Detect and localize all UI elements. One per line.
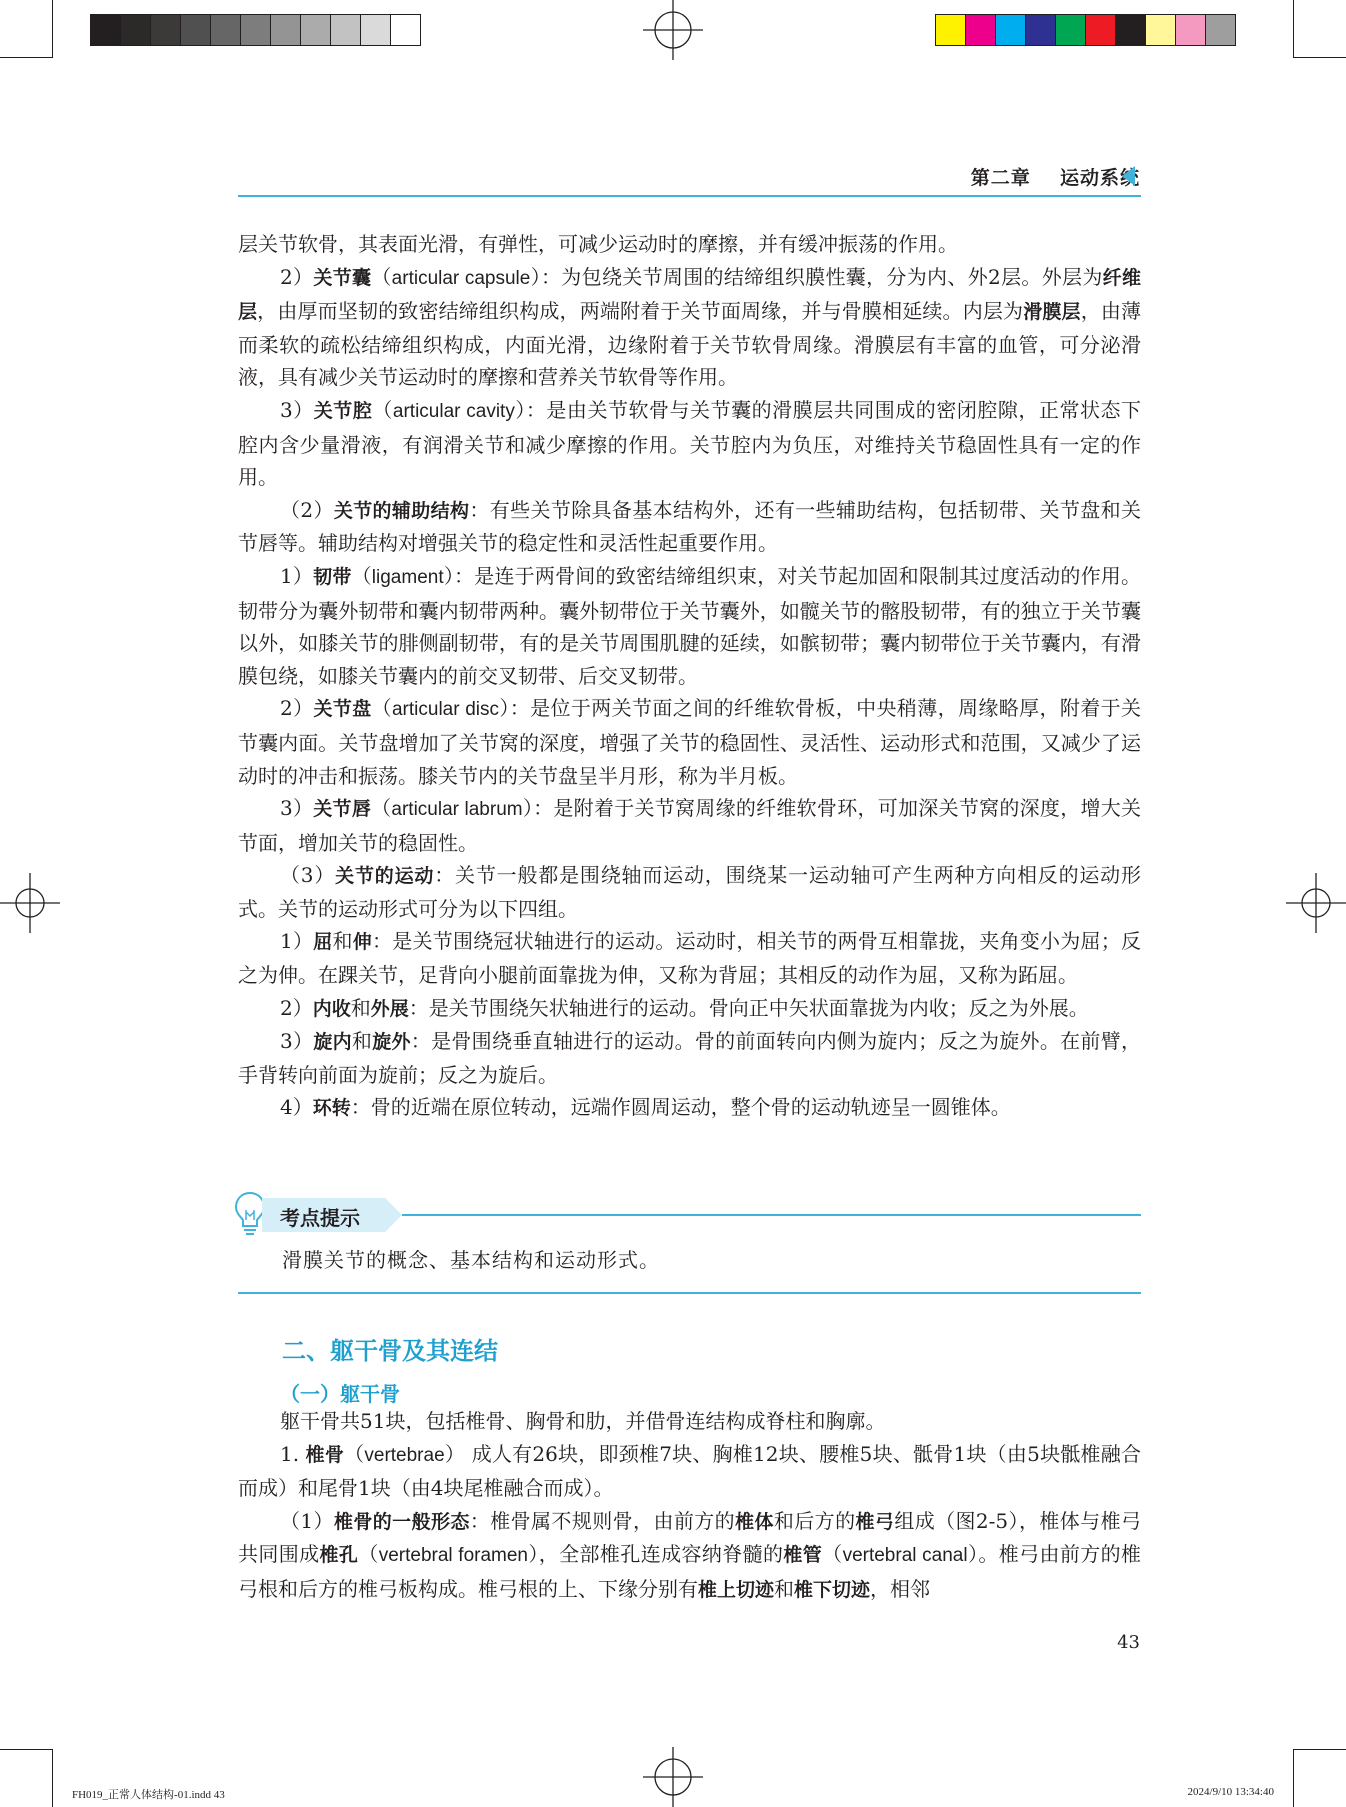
text-run: 1） <box>280 929 314 954</box>
color-swatch <box>996 15 1026 45</box>
bold-term: 椎弓 <box>855 1510 895 1533</box>
page-number: 43 <box>1117 1632 1140 1653</box>
color-swatch <box>1026 15 1056 45</box>
bold-term: 关节的辅助结构 <box>333 499 470 522</box>
text-run: ）：是由关节软骨与关节囊的滑膜层共同围成的密闭腔隙，正常状态下腔内含少量滑液，有润滑关节和减少摩擦的作用。关节腔内为负压，对维持关节稳固性具有一定的作用。 <box>238 397 1142 490</box>
crop-mark <box>52 0 53 58</box>
text-run: ）：是位于两关节面之间的纤维软骨板，中央稍薄，周缘略厚，附着于关节囊内面。关节盘增加了关节窝的深度，增强了关节的稳固性、灵活性、运动形式和范围，又减少了运动时的冲击和振荡。膝关节内的关节盘呈半月形，称为半月板。 <box>238 696 1141 788</box>
crop-mark <box>1293 0 1294 58</box>
text-run: ：是骨围绕垂直轴进行的运动。骨的前面转向内侧为旋内；反之为旋外。在前臂，手背转向前面为旋前；反之为旋后。 <box>238 1029 1141 1087</box>
text-run: vertebral foramen <box>378 1545 529 1567</box>
text-run: 躯干骨共51块，包括椎骨、胸骨和肋，并借骨连结构成脊柱和胸廓。 <box>280 1409 886 1433</box>
bold-term: 韧带 <box>313 565 352 588</box>
text-run: （ <box>372 397 393 422</box>
text-run: 和 <box>332 929 353 954</box>
color-swatch <box>331 15 361 45</box>
text-run: 1. <box>280 1441 306 1466</box>
crop-mark <box>1294 57 1346 58</box>
color-calibration-bar <box>935 14 1236 46</box>
text-run: 2） <box>280 995 313 1020</box>
section-heading: 二、躯干骨及其连结 <box>282 1337 498 1365</box>
text-run: ：是关节围绕矢状轴进行的运动。骨向正中矢状面靠拢为内收；反之为外展。 <box>408 995 1089 1020</box>
text-run: （ <box>822 1542 843 1567</box>
paragraph <box>238 1438 1141 1505</box>
subsection-heading: （一）躯干骨 <box>280 1382 400 1406</box>
paragraph <box>238 992 1141 1026</box>
bold-term: 环转 <box>312 1097 351 1120</box>
text-run: 和 <box>351 1029 373 1054</box>
color-swatch <box>1146 15 1176 45</box>
text-run: 3） <box>280 796 314 821</box>
bold-term: 伸 <box>352 931 372 954</box>
text-run: ，相邻 <box>870 1576 931 1601</box>
bold-term: 外展 <box>370 997 409 1020</box>
tip-body: 滑膜关节的概念、基本结构和运动形式。 <box>282 1248 660 1272</box>
header-arrow-icon <box>1122 166 1135 186</box>
text-run: ：椎骨属不规则骨，由前方的 <box>469 1508 736 1533</box>
paragraph <box>238 1025 1141 1091</box>
paragraph <box>238 692 1141 792</box>
color-swatch <box>91 15 121 45</box>
bold-term: 关节盘 <box>313 698 372 721</box>
text-run: ：是关节围绕冠状轴进行的运动。运动时，相关节的两骨互相靠拢，夹角变小为屈；反之为伸。在踝关节，足背向小腿前面靠拢为伸，又称为背屈；其相反的动作为屈，又称为跖屈。 <box>238 929 1141 988</box>
color-swatch <box>241 15 271 45</box>
color-swatch <box>181 15 211 45</box>
bold-term: 内收 <box>312 997 351 1020</box>
text-run: ）：是连于两骨间的致密结缔组织束，对关节起加固和限制其过度活动的作用。韧带分为囊外韧带和囊内韧带两种。囊外韧带位于关节囊外，如髋关节的髂股韧带，有的独立于关节囊以外，如膝关节的腓侧副韧带，有的是关节周围肌腱的延续，如髌韧带；囊内韧带位于关节囊内，有滑膜包绕，如膝关节囊内的前交叉韧带、后交叉韧带。 <box>238 563 1141 688</box>
bold-term: 椎骨 <box>305 1443 345 1466</box>
text-run: articular disc <box>391 699 500 721</box>
color-swatch <box>391 15 420 45</box>
text-run: 2） <box>280 696 314 721</box>
text-run: 1） <box>280 563 314 588</box>
color-swatch <box>1086 15 1116 45</box>
bold-term: 椎上切迹 <box>698 1578 775 1601</box>
registration-mark-icon <box>643 1747 703 1807</box>
header-rule <box>238 195 1141 197</box>
bold-term: 关节的运动 <box>335 865 435 888</box>
text-run: ，由薄而柔软的疏松结缔组织构成，内面光滑，边缘附着于关节软骨周缘。滑膜层有丰富的血管，可分泌滑液，具有减少关节运动时的摩擦和营养关节软骨等作用。 <box>238 299 1142 390</box>
paragraph <box>238 228 1141 261</box>
text-run: 2） <box>280 264 314 289</box>
color-swatch <box>1176 15 1206 45</box>
text-run: ：有些关节除具备基本结构外，还有一些辅助结构，包括韧带、关节盘和关节唇等。辅助结构对增强关节的稳定性和灵活性起重要作用。 <box>238 497 1141 556</box>
text-run: ，由厚而坚韧的致密结缔组织构成，两端附着于关节面周缘，并与骨膜相延续。内层为 <box>257 299 1024 324</box>
paragraph <box>238 859 1141 925</box>
body-text-section <box>238 1405 1141 1607</box>
tip-label: 考点提示 <box>280 1206 360 1230</box>
text-run: ：骨的近端在原位转动，远端作圆周运动，整个骨的运动轨迹呈一圆锥体。 <box>350 1095 1011 1120</box>
text-run: articular labrum <box>391 799 523 821</box>
text-run: 和后方的 <box>773 1508 856 1533</box>
bold-term: 关节囊 <box>313 266 372 289</box>
registration-mark-icon <box>1286 873 1346 933</box>
text-run: （ <box>371 796 392 821</box>
bold-term: 旋外 <box>372 1031 411 1054</box>
tip-bottom-rule <box>238 1292 1141 1294</box>
paragraph <box>238 494 1141 560</box>
bold-term: 椎体 <box>735 1510 774 1533</box>
crop-mark <box>1293 1749 1294 1807</box>
color-swatch <box>936 15 966 45</box>
crop-mark <box>52 1749 53 1807</box>
color-swatch <box>361 15 391 45</box>
slug-left: FH019_正常人体结构-01.indd 43 <box>72 1789 225 1801</box>
bold-term: 椎骨的一般形态 <box>333 1510 470 1533</box>
color-swatch <box>1116 15 1146 45</box>
text-run: 和 <box>774 1576 795 1601</box>
text-run: （ <box>358 1542 379 1567</box>
chapter-title: 运动系统 <box>1059 167 1140 189</box>
lightbulb-icon <box>233 1190 267 1238</box>
bold-term: 纤维层 <box>238 266 1141 324</box>
text-run: （ <box>371 264 392 289</box>
color-swatch <box>301 15 331 45</box>
text-run: ligament <box>371 566 444 588</box>
color-swatch <box>211 15 241 45</box>
text-run: 和 <box>350 995 371 1020</box>
text-run: （2） <box>280 497 334 522</box>
color-swatch <box>1206 15 1235 45</box>
text-run: （ <box>351 563 372 588</box>
text-run: ） 成人有26块，即颈椎7块、胸椎12块、腰椎5块、骶骨1块（由5块骶椎融合而成）和尾骨1块（由4块尾椎融合而成）。 <box>238 1441 1141 1501</box>
text-run: 3） <box>280 397 314 422</box>
text-run: （1） <box>280 1508 334 1533</box>
bold-term: 椎下切迹 <box>794 1578 871 1601</box>
color-swatch <box>121 15 151 45</box>
text-run: 4） <box>280 1095 313 1120</box>
crop-mark <box>1294 1749 1346 1750</box>
bold-term: 椎管 <box>783 1544 823 1567</box>
crop-mark <box>0 57 52 58</box>
running-head <box>971 163 1140 190</box>
bold-term: 椎孔 <box>319 1544 359 1567</box>
color-swatch <box>271 15 301 45</box>
color-swatch <box>1056 15 1086 45</box>
tip-top-rule <box>402 1214 1141 1216</box>
crop-mark <box>0 1749 52 1750</box>
text-run: articular capsule <box>391 267 531 289</box>
text-run: ），全部椎孔连成容纳脊髓的 <box>528 1542 784 1567</box>
bold-term: 屈 <box>313 931 333 954</box>
text-run: 3） <box>280 1029 314 1054</box>
paragraph <box>238 560 1141 692</box>
text-run: 层关节软骨，其表面光滑，有弹性，可减少运动时的摩擦，并有缓冲振荡的作用。 <box>238 232 958 256</box>
paragraph <box>238 925 1141 991</box>
text-run: ）。椎弓由前方的椎弓根和后方的椎弓板构成。椎弓根的上、下缘分别有 <box>238 1542 1142 1601</box>
color-swatch <box>151 15 181 45</box>
text-run: （3） <box>280 863 336 888</box>
bold-term: 旋内 <box>313 1031 352 1054</box>
paragraph <box>238 1091 1141 1125</box>
text-run: （ <box>371 696 392 721</box>
bold-term: 关节腔 <box>313 399 373 422</box>
text-run: （ <box>344 1441 365 1466</box>
paragraph <box>238 1505 1141 1607</box>
text-run: ）：为包绕关节周围的结缔组织膜性囊，分为内、外2层。外层为 <box>530 264 1103 289</box>
paragraph <box>238 1405 1141 1438</box>
text-run: vertebrae <box>364 1444 445 1466</box>
text-run: 组成（图2-5），椎体与椎弓共同围成 <box>238 1508 1141 1567</box>
bold-term: 关节唇 <box>313 798 372 821</box>
text-run: ）：是附着于关节窝周缘的纤维软骨环，可加深关节窝的深度，增大关节面，增加关节的稳固性。 <box>238 796 1142 855</box>
chapter-number: 第二章 <box>970 167 1031 189</box>
text-run: ：关节一般都是围绕轴而运动，围绕某一运动轴可产生两种方向相反的运动形式。关节的运动形式可分为以下四组。 <box>238 863 1141 921</box>
text-run: articular cavity <box>392 400 515 422</box>
bold-term: 滑膜层 <box>1023 301 1081 324</box>
text-run: vertebral canal <box>842 1545 968 1567</box>
paragraph <box>238 261 1141 394</box>
paragraph <box>238 394 1141 494</box>
registration-mark-icon <box>0 873 60 933</box>
body-text <box>238 228 1141 1125</box>
gray-calibration-bar <box>90 14 421 46</box>
color-swatch <box>966 15 996 45</box>
paragraph <box>238 792 1141 859</box>
slug-right: 2024/9/10 13:34:40 <box>1187 1786 1274 1798</box>
registration-mark-icon <box>643 0 703 60</box>
